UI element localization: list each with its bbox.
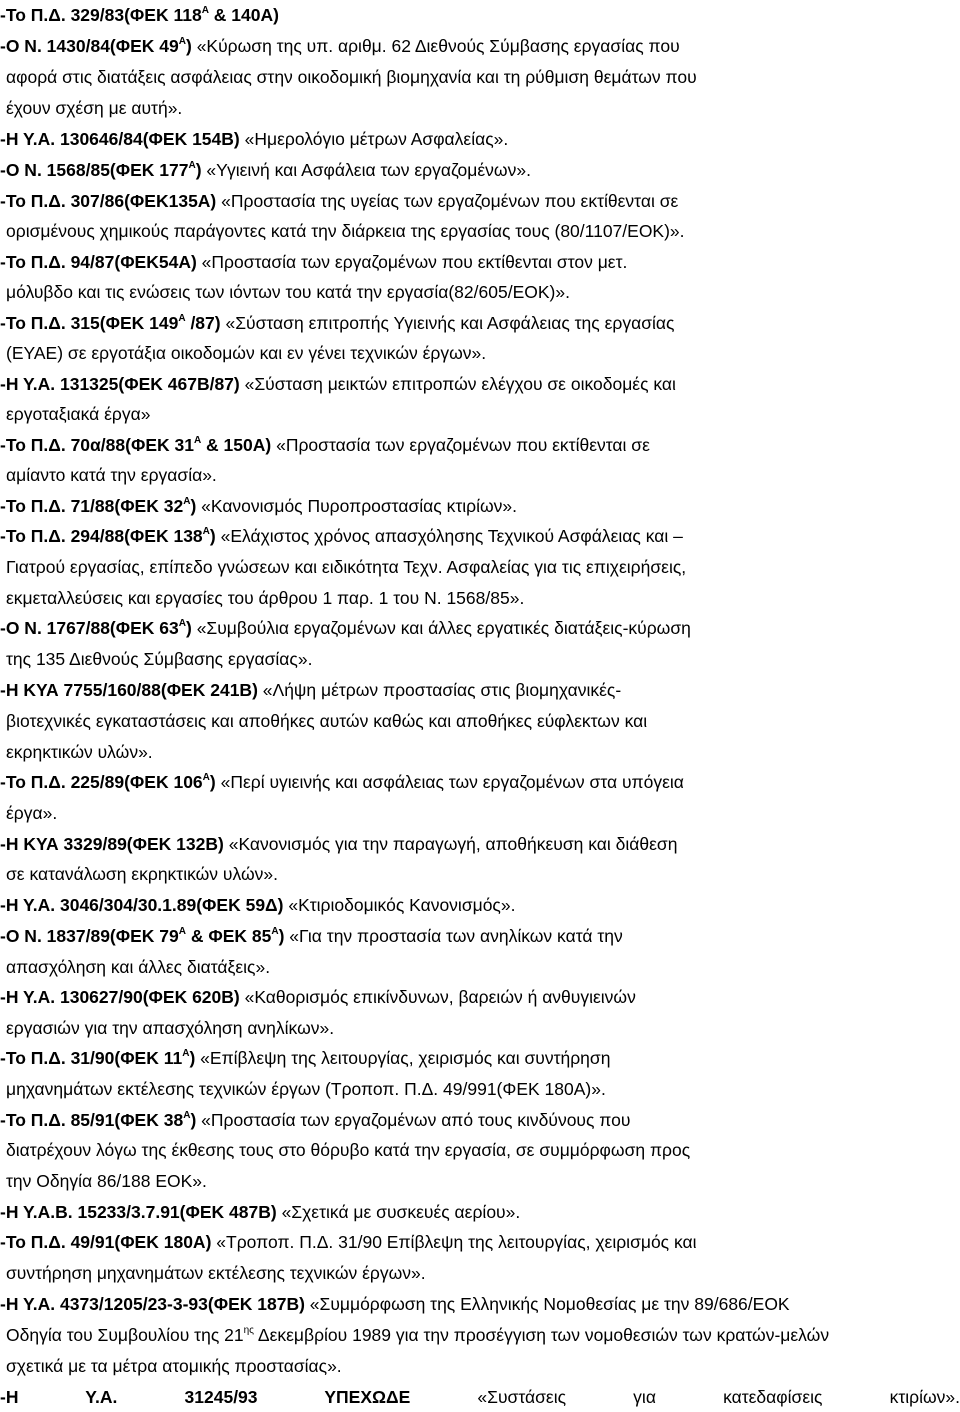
law-reference: -Ο Ν. 1767/88(ΦΕΚ 63: [0, 618, 179, 638]
law-reference: ): [190, 1110, 197, 1130]
law-description: Δεκεμβρίου 1989 για την προσέγγιση των νομοθεσιών των κρατών-μελών: [253, 1325, 830, 1345]
entry-line-continued: [0, 93, 960, 123]
gazette-superscript: Α: [202, 526, 210, 538]
entry-line-continued: [0, 216, 960, 246]
entry-line-continued: [0, 706, 960, 736]
gazette-superscript: Α: [178, 618, 186, 630]
law-description: μόλυβδο και τις ενώσεις των ιόντων του κατά την εργασία(82/605/ΕΟΚ)».: [6, 282, 570, 302]
gazette-superscript: Α: [193, 435, 202, 447]
law-reference: -Το Π.Δ. 307/86(ΦΕΚ135Α): [0, 191, 217, 211]
law-reference: -Το Π.Δ. 49/91(ΦΕΚ 180Α): [0, 1232, 212, 1252]
entry-line-first: [0, 186, 960, 216]
ordinal-superscript: ης: [243, 1325, 254, 1337]
entry-line-first: [0, 982, 960, 1012]
law-description: ορισμένους χημικούς παράγοντες κατά την διάρκεια της εργασίας τους (80/1107/ΕΟΚ)».: [6, 221, 685, 241]
law-reference: -Η Υ.Α. 131325(ΦΕΚ 467Β/87): [0, 374, 240, 394]
gazette-superscript: Α: [178, 36, 186, 48]
law-description: «Επίβλεψη της λειτουργίας, χειρισμός και συντήρηση: [195, 1048, 611, 1068]
law-description: «Συστάσεις για κατεδαφίσεις κτιρίων».: [410, 1387, 960, 1407]
entry-line-continued: [0, 1074, 960, 1104]
law-description: διατρέχουν λόγω της έκθεσης τους στο θόρυβο κατά την εργασία, σε συμμόρφωση προς: [6, 1140, 691, 1160]
law-reference: & 150Α): [201, 435, 272, 455]
law-description: «Κανονισμός για την παραγωγή, αποθήκευση και διάθεση: [223, 834, 678, 854]
law-reference: -Η Υ.Α. 31245/93 ΥΠΕΧΩΔΕ: [0, 1387, 411, 1407]
law-description: εκρηκτικών υλών».: [6, 742, 153, 762]
law-description: μηχανημάτων εκτέλεσης τεχνικών έργων (Τροποπ. Π.Δ. 49/991(ΦΕΚ 180Α)».: [6, 1079, 606, 1099]
law-description: αφορά στις διατάξεις ασφάλειας στην οικοδομική βιομηχανία και τη ρύθμιση θεμάτων που: [6, 67, 697, 87]
entry-line-first: [0, 430, 960, 460]
law-reference: ): [186, 618, 192, 638]
gazette-superscript: Α: [183, 1110, 191, 1122]
gazette-superscript: Α: [183, 496, 191, 508]
gazette-superscript: Α: [178, 926, 186, 938]
law-reference: /87): [185, 313, 221, 333]
entry-line-continued: [0, 460, 960, 490]
law-description: «Σύσταση μεικτών επιτροπών ελέγχου σε οικοδομές και: [239, 374, 676, 394]
law-reference: -Το Π.Δ. 329/83(ΦΕΚ 118: [0, 5, 202, 25]
entry-line-first: [0, 155, 960, 185]
law-description: Οδηγία του Συμβουλίου της 21: [6, 1325, 244, 1345]
entry-line-first: [0, 613, 960, 643]
law-description: συντήρηση μηχανημάτων εκτέλεσης τεχνικών έργων».: [6, 1263, 426, 1283]
law-reference: -Η Υ.Α. 130646/84(ΦΕΚ 154Β): [0, 129, 240, 149]
gazette-superscript: Α: [201, 5, 209, 17]
entry-line-first: [0, 829, 960, 859]
law-reference: ): [209, 772, 216, 792]
law-description: σχετικά με τα μέτρα ατομικής προστασίας».: [6, 1356, 342, 1376]
entry-line-continued: [0, 1320, 960, 1350]
law-reference: & 140Α): [208, 5, 279, 25]
entry-line-first: [0, 31, 960, 61]
law-reference: -Η Υ.Α. 130627/90(ΦΕΚ 620Β): [0, 987, 240, 1007]
entry-line-continued: [0, 62, 960, 92]
law-reference: -Η ΚΥΑ 7755/160/88(ΦΕΚ 241Β): [0, 680, 258, 700]
law-description: «Κύρωση της υπ. αριθμ. 62 Διεθνούς Σύμβασης εργασίας που: [191, 36, 680, 56]
law-description: εργοταξιακά έργα»: [6, 404, 151, 424]
gazette-superscript: Α: [188, 160, 196, 172]
law-description: «Καθορισμός επικίνδυνων, βαρειών ή ανθυγιεινών: [239, 987, 636, 1007]
entry-line-continued: [0, 859, 960, 889]
law-reference: ): [195, 160, 202, 180]
law-reference: -Η Υ.Α. 3046/304/30.1.89(ΦΕΚ 59Δ): [0, 895, 284, 915]
entry-line-first: [0, 767, 960, 797]
entry-line-first: [0, 124, 960, 154]
law-description: έχουν σχέση με αυτή».: [6, 98, 183, 118]
law-reference: ): [209, 526, 216, 546]
entry-line-continued: [0, 1013, 960, 1043]
law-reference: & ΦΕΚ 85: [186, 926, 272, 946]
law-description: «Προστασία των εργαζομένων που εκτίθενται σε: [271, 435, 650, 455]
entry-line-first: [0, 521, 960, 551]
law-description: έργα».: [6, 803, 58, 823]
law-reference: -Το Π.Δ. 70α/88(ΦΕΚ 31: [0, 435, 194, 455]
gazette-superscript: Α: [178, 313, 186, 325]
law-reference: -Το Π.Δ. 294/88(ΦΕΚ 138: [0, 526, 203, 546]
entry-line-continued: [0, 644, 960, 674]
entry-line-first: [0, 308, 960, 338]
entry-line-continued: [0, 737, 960, 767]
law-description: «Προστασία των εργαζομένων από τους κινδύνους που: [196, 1110, 631, 1130]
law-description: αμίαντο κατά την εργασία».: [6, 465, 217, 485]
law-description: βιοτεχνικές εγκαταστάσεις και αποθήκες αυτών καθώς και αποθήκες εύφλεκτων και: [6, 711, 648, 731]
law-description: «Για την προστασία των ανηλίκων κατά την: [284, 926, 623, 946]
law-description: εκμεταλλεύσεις και εργασίες του άρθρου 1 παρ. 1 του Ν. 1568/85».: [6, 588, 525, 608]
law-description: σε κατανάλωση εκρηκτικών υλών».: [6, 864, 278, 884]
law-reference: -Το Π.Δ. 94/87(ΦΕΚ54Α): [0, 252, 197, 272]
entry-line-continued: [0, 1135, 960, 1165]
entry-line-continued: [0, 399, 960, 429]
law-description: «Κτιριοδομικός Κανονισμός».: [283, 895, 516, 915]
entry-line-continued: [0, 552, 960, 582]
law-description: την Οδηγία 86/188 ΕΟΚ».: [6, 1171, 207, 1191]
entry-line-first: [0, 1227, 960, 1257]
entry-line-first: [0, 1197, 960, 1227]
law-description: (ΕΥΑΕ) σε εργοτάξια οικοδομών και εν γένει τεχνικών έργων».: [6, 343, 487, 363]
law-reference: ): [190, 496, 197, 516]
law-description: «Ημερολόγιο μέτρων Ασφαλείας».: [239, 129, 509, 149]
entry-line-continued: [0, 1351, 960, 1381]
entry-line-first: [0, 0, 960, 30]
entry-line-first: [0, 1043, 960, 1073]
law-reference: -Το Π.Δ. 71/88(ΦΕΚ 32: [0, 496, 184, 516]
law-reference: -Η ΚΥΑ 3329/89(ΦΕΚ 132Β): [0, 834, 224, 854]
law-reference: ): [189, 1048, 196, 1068]
law-reference: ): [278, 926, 285, 946]
law-description: της 135 Διεθνούς Σύμβασης εργασίας».: [6, 649, 313, 669]
entry-line-continued: [0, 1166, 960, 1196]
law-description: απασχόληση και άλλες διατάξεις».: [6, 957, 271, 977]
law-description: «Προστασία των εργαζομένων που εκτίθενται στον μετ.: [196, 252, 628, 272]
law-reference: -Το Π.Δ. 225/89(ΦΕΚ 106: [0, 772, 203, 792]
law-reference: ): [186, 36, 192, 56]
law-description: «Σχετικά με συσκευές αερίου».: [276, 1202, 521, 1222]
law-description: «Συμμόρφωση της Ελληνικής Νομοθεσίας με την 89/686/ΕΟΚ: [304, 1294, 790, 1314]
law-description: Γιατρού εργασίας, επίπεδο γνώσεων και ειδικότητα Τεχν. Ασφαλείας για τις επιχειρήσεις,: [6, 557, 687, 577]
law-reference: -Το Π.Δ. 85/91(ΦΕΚ 38: [0, 1110, 184, 1130]
law-description: «Ελάχιστος χρόνος απασχόλησης Τεχνικού Ασφάλειας και –: [215, 526, 683, 546]
entry-line-continued: [0, 798, 960, 828]
entry-line-first: [0, 491, 960, 521]
law-reference: -Ο Ν. 1430/84(ΦΕΚ 49: [0, 36, 179, 56]
gazette-superscript: Α: [271, 926, 279, 938]
law-reference: -Η Υ.Α.Β. 15233/3.7.91(ΦΕΚ 487Β): [0, 1202, 277, 1222]
entry-line-first: [0, 890, 960, 920]
entry-line-first: [0, 921, 960, 951]
law-reference: -Το Π.Δ. 315(ΦΕΚ 149: [0, 313, 179, 333]
entry-line-continued: [0, 277, 960, 307]
gazette-superscript: Α: [202, 772, 210, 784]
law-description: «Περί υγιεινής και ασφάλειας των εργαζομένων στα υπόγεια: [215, 772, 684, 792]
law-reference: -Η Υ.Α. 4373/1205/23-3-93(ΦΕΚ 187Β): [0, 1294, 305, 1314]
law-description: εργασιών για την απασχόληση ανηλίκων».: [6, 1018, 335, 1038]
entry-line-first: [0, 1382, 960, 1412]
entry-line-first: [0, 369, 960, 399]
entry-line-continued: [0, 952, 960, 982]
law-description: «Σύσταση επιτροπής Υγιεινής και Ασφάλειας της εργασίας: [220, 313, 675, 333]
entry-line-first: [0, 247, 960, 277]
gazette-superscript: Α: [182, 1048, 190, 1060]
law-description: «Κανονισμός Πυροπροστασίας κτιρίων».: [196, 496, 517, 516]
law-reference: -Ο Ν. 1837/89(ΦΕΚ 79: [0, 926, 179, 946]
entry-line-continued: [0, 338, 960, 368]
entry-line-first: [0, 675, 960, 705]
entry-line-continued: [0, 1258, 960, 1288]
law-reference: -Ο Ν. 1568/85(ΦΕΚ 177: [0, 160, 189, 180]
entry-line-first: [0, 1105, 960, 1135]
entry-line-first: [0, 1289, 960, 1319]
law-description: «Λήψη μέτρων προστασίας στις βιομηχανικές-: [257, 680, 622, 700]
law-reference: -Το Π.Δ. 31/90(ΦΕΚ 11: [0, 1048, 183, 1068]
entry-line-continued: [0, 583, 960, 613]
law-description: «Συμβούλια εργαζομένων και άλλες εργατικές διατάξεις-κύρωση: [191, 618, 691, 638]
law-description: «Υγιεινή και Ασφάλεια των εργαζομένων».: [201, 160, 531, 180]
law-description: «Τροποπ. Π.Δ. 31/90 Επίβλεψη της λειτουργίας, χειρισμός και: [211, 1232, 697, 1252]
law-description: «Προστασία της υγείας των εργαζομένων που εκτίθενται σε: [216, 191, 679, 211]
